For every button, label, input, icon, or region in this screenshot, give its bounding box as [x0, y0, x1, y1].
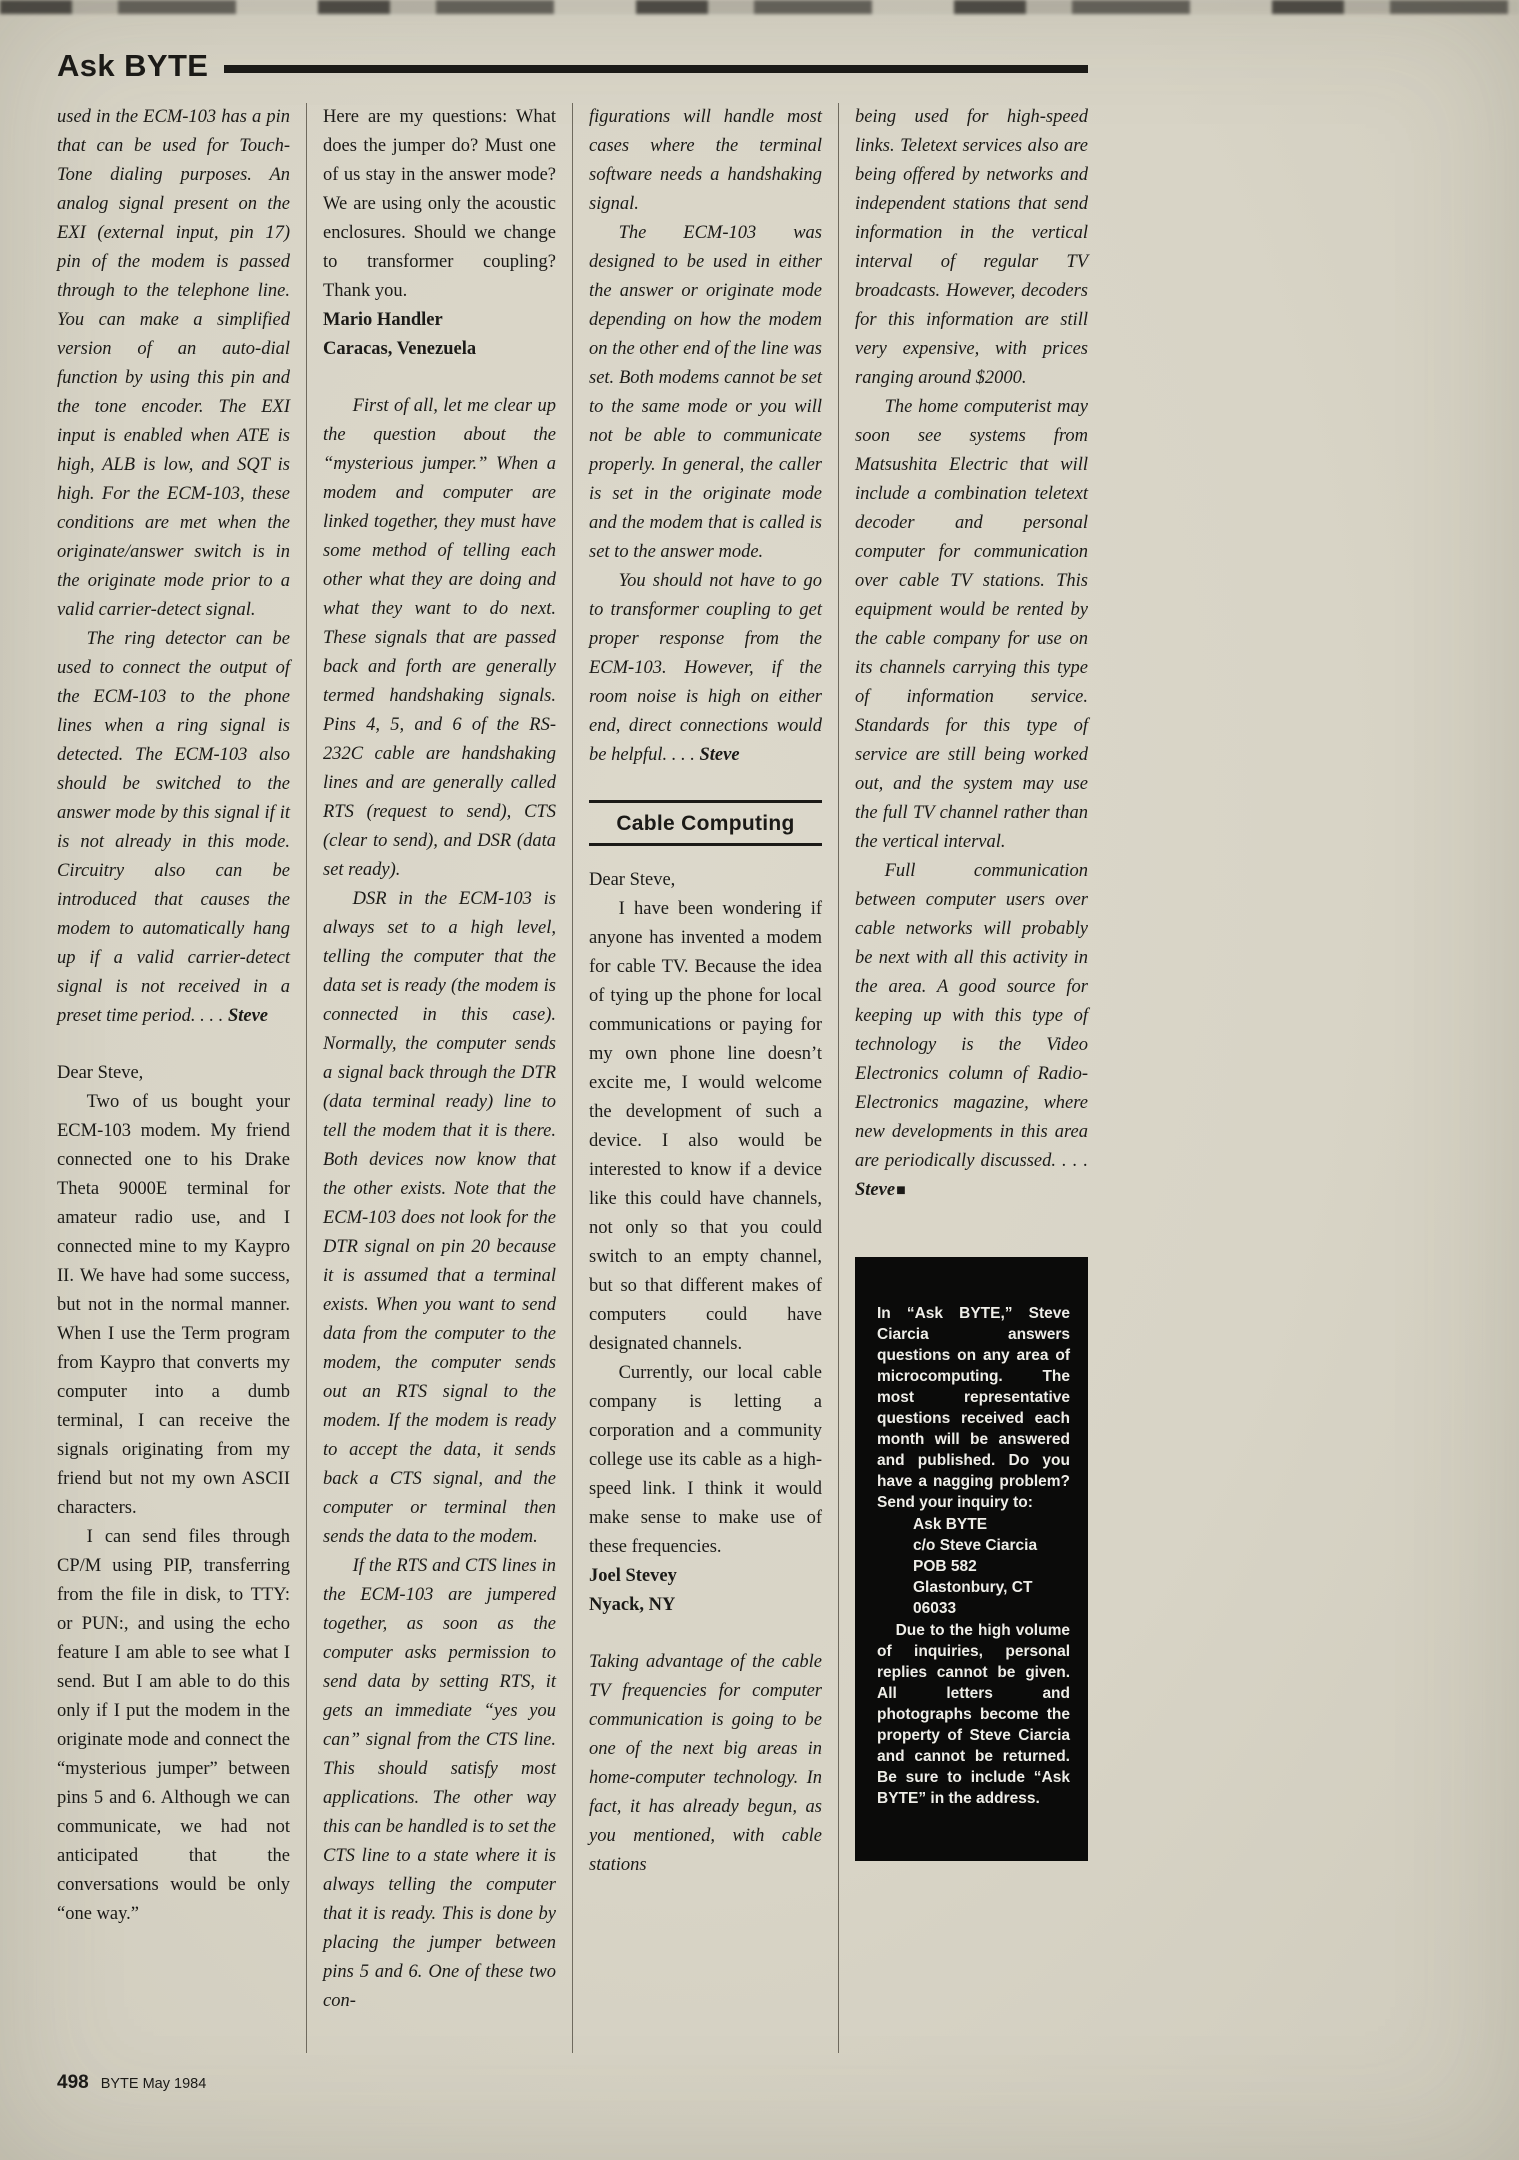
- paragraph: Dear Steve,: [589, 870, 676, 891]
- ask-byte-info-box: [855, 1257, 1088, 1861]
- info-box-intro: In “Ask BYTE,” Steve Ciarcia answers questions on any area of microcomputing. The most representative questions received each month will be answered and published. Do you have a nagging problem? Send your inquiry to:: [877, 1305, 1070, 1511]
- column-title: Ask BYTE: [57, 48, 209, 83]
- signature-line: Nyack, NY: [589, 1595, 676, 1616]
- author-credit: Steve: [227, 1006, 268, 1026]
- paragraph: Taking advantage of the cable TV frequencies for computer communication is going to be one of the next big areas in home-computer technology. In fact, it has already begun, as you mentioned, with cable stations: [589, 1652, 822, 1876]
- paragraph: DSR in the ECM-103 is always set to a high level, telling the computer that the data set is ready (the modem is connected in this case). Normally, the computer sends a signal back through the DTR (data terminal ready) line to tell the modem that it is there. Both devices now know that the other exists. Note that the ECM-103 does not look for the DTR signal on pin 20 because it is assumed that a terminal exists. When you want to send data from the computer to the modem, the computer sends out an RTS signal to the modem. If the modem is ready to accept the data, it sends back a CTS signal, and the computer or terminal then sends the data to the modem.: [323, 889, 556, 1547]
- column-2-flow: [323, 103, 556, 2016]
- signature-line: Caracas, Venezuela: [323, 339, 477, 359]
- paragraph: being used for high-speed links. Teletext services also are being offered by networks and independent stations that send information in the vertical interval of regular TV broadcasts. However, decoders for this information are still very expensive, with prices ranging around $2000.: [855, 107, 1088, 388]
- paragraph: You should not have to go to transformer coupling to get proper response from the ECM-103. However, if the room noise is high on either end, direct connections would be helpful. . . . Steve: [589, 571, 822, 765]
- address-line: Ask BYTE: [913, 1516, 988, 1533]
- paragraph: I have been wondering if anyone has invented a modem for cable TV. Because the idea of tying up the phone for local communications or paying for my own phone line doesn’t excite me, I would welcome the development of such a device. I also would be interested to know if a device like this could have channels, not only so that you could switch to an empty channel, but so that different makes of computers could have designated channels.: [589, 899, 822, 1355]
- text-column-4: [838, 103, 1088, 2053]
- paragraph: First of all, let me clear up the question about the “mysterious jumper.” When a modem and computer are linked together, they must have some method of telling each other what they are doing and what they want to do next. These signals that are passed back and forth are generally termed handshaking signals. Pins 4, 5, and 6 of the RS-232C cable are handshaking lines and are generally called RTS (request to send), CTS (clear to send), and DSR (data set ready).: [323, 396, 556, 880]
- end-of-article-square-icon: ■: [896, 1182, 906, 1199]
- issue-label: BYTE May 1984: [100, 2076, 207, 2092]
- column-1-flow: [57, 103, 290, 1929]
- page-number: 498: [57, 2072, 89, 2093]
- address-line: c/o Steve Ciarcia: [913, 1537, 1038, 1554]
- page-footer: [57, 2072, 206, 2094]
- address-line: 06033: [913, 1600, 957, 1617]
- paragraph: Here are my questions: What does the jumper do? Must one of us stay in the answer mode? We are using only the acoustic enclosures. Should we change to transformer coupling? Thank you.: [323, 107, 556, 301]
- text-column-1: [57, 103, 290, 2053]
- paragraph: Full communication between computer users over cable networks will probably be next with all this activity in the area. A good source for keeping up with this type of technology is the Video Electronics column of Radio-Electronics magazine, where new developments in this area are periodically discussed. . . . Steve■: [855, 861, 1088, 1200]
- paragraph: Dear Steve,: [57, 1063, 144, 1083]
- column-masthead: [57, 50, 1088, 81]
- address-line: Glastonbury, CT: [913, 1579, 1033, 1596]
- paragraph: The home computerist may soon see systems from Matsushita Electric that will include a combination teletext decoder and personal computer for communication over cable TV stations. This equipment would be rented by the cable company for use on its channels carrying this type of information service. Standards for this type of service are still being worked out, and the system may use the full TV channel rather than the vertical interval.: [855, 397, 1088, 852]
- paragraph: The ECM-103 was designed to be used in either the answer or originate mode depending on how the modem on the other end of the line was set. Both modems cannot be set to the same mode or you will not be able to communicate properly. In general, the caller is set in the originate mode and the modem that is called is set to the answer mode.: [589, 223, 822, 562]
- article-body: [57, 103, 1088, 2053]
- info-box-outro: Due to the high volume of inquiries, personal replies cannot be given. All letters and photographs become the property of Steve Ciarcia and cannot be returned. Be sure to include “Ask BYTE” in the address.: [877, 1622, 1070, 1807]
- signature-line: Mario Handler: [323, 310, 443, 330]
- author-credit: Steve: [855, 1180, 896, 1200]
- author-credit: Steve: [699, 745, 740, 765]
- section-heading: Cable Computing: [589, 800, 822, 846]
- paragraph: I can send files through CP/M using PIP, transferring from the file in disk, to TTY: or PUN:, and using the echo feature I am able to see what I send. But I am able to do this only if I put the modem in the originate mode and connect the “mysterious jumper” between pins 5 and 6. Although we can communicate, we had not anticipated that the conversations would be only “one way.”: [57, 1527, 290, 1924]
- column-4-flow: [855, 103, 1088, 1205]
- address-line: POB 582: [913, 1558, 977, 1575]
- scan-artifact-strip: [0, 0, 1519, 14]
- column-3-flow: [589, 103, 822, 1880]
- paragraph: If the RTS and CTS lines in the ECM-103 are jumpered together, as soon as the computer asks permission to send data by setting RTS, it gets an immediate “yes you can” signal from the CTS line. This should satisfy most applications. The other way this can be handled is to set the CTS line to a state where it is always telling the computer that it is ready. This is done by placing the jumper between pins 5 and 6. One of these two con-: [323, 1556, 556, 2011]
- text-column-2: [306, 103, 556, 2053]
- paragraph: used in the ECM-103 has a pin that can be used for Touch-Tone dialing purposes. An analog signal present on the EXI (external input, pin 17) pin of the modem is passed through to the telephone line. You can make a simplified version of an auto-dial function by using this pin and the tone encoder. The EXI input is enabled when ATE is high, ALB is low, and SQT is high. For the ECM-103, these conditions are met when the originate/answer switch is in the originate mode prior to a valid carrier-detect signal.: [57, 107, 290, 620]
- info-box-address: [877, 1514, 1070, 1619]
- paragraph: Currently, our local cable company is letting a corporation and a community college use its cable as a high-speed link. I think it would make sense to make use of these frequencies.: [589, 1363, 822, 1558]
- masthead-rule: [224, 65, 1088, 73]
- text-column-3: [572, 103, 822, 2053]
- signature-line: Joel Stevey: [589, 1566, 677, 1587]
- paragraph: Two of us bought your ECM-103 modem. My friend connected one to his Drake Theta 9000E terminal for amateur radio use, and I connected mine to my Kaypro II. We have had some success, but not in the normal manner. When I use the Term program from Kaypro that converts my computer into a dumb terminal, I can receive the signals originating from my friend but not my own ASCII characters.: [57, 1092, 290, 1518]
- paragraph: The ring detector can be used to connect the output of the ECM-103 to the phone lines when a ring signal is detected. The ECM-103 also should be switched to the answer mode by this signal if it is not already in this mode. Circuitry also can be introduced that causes the modem to automatically hang up if a valid carrier-detect signal is not received in a preset time period. . . . Steve: [57, 629, 290, 1026]
- paragraph: figurations will handle most cases where the terminal software needs a handshaking signal.: [589, 107, 822, 214]
